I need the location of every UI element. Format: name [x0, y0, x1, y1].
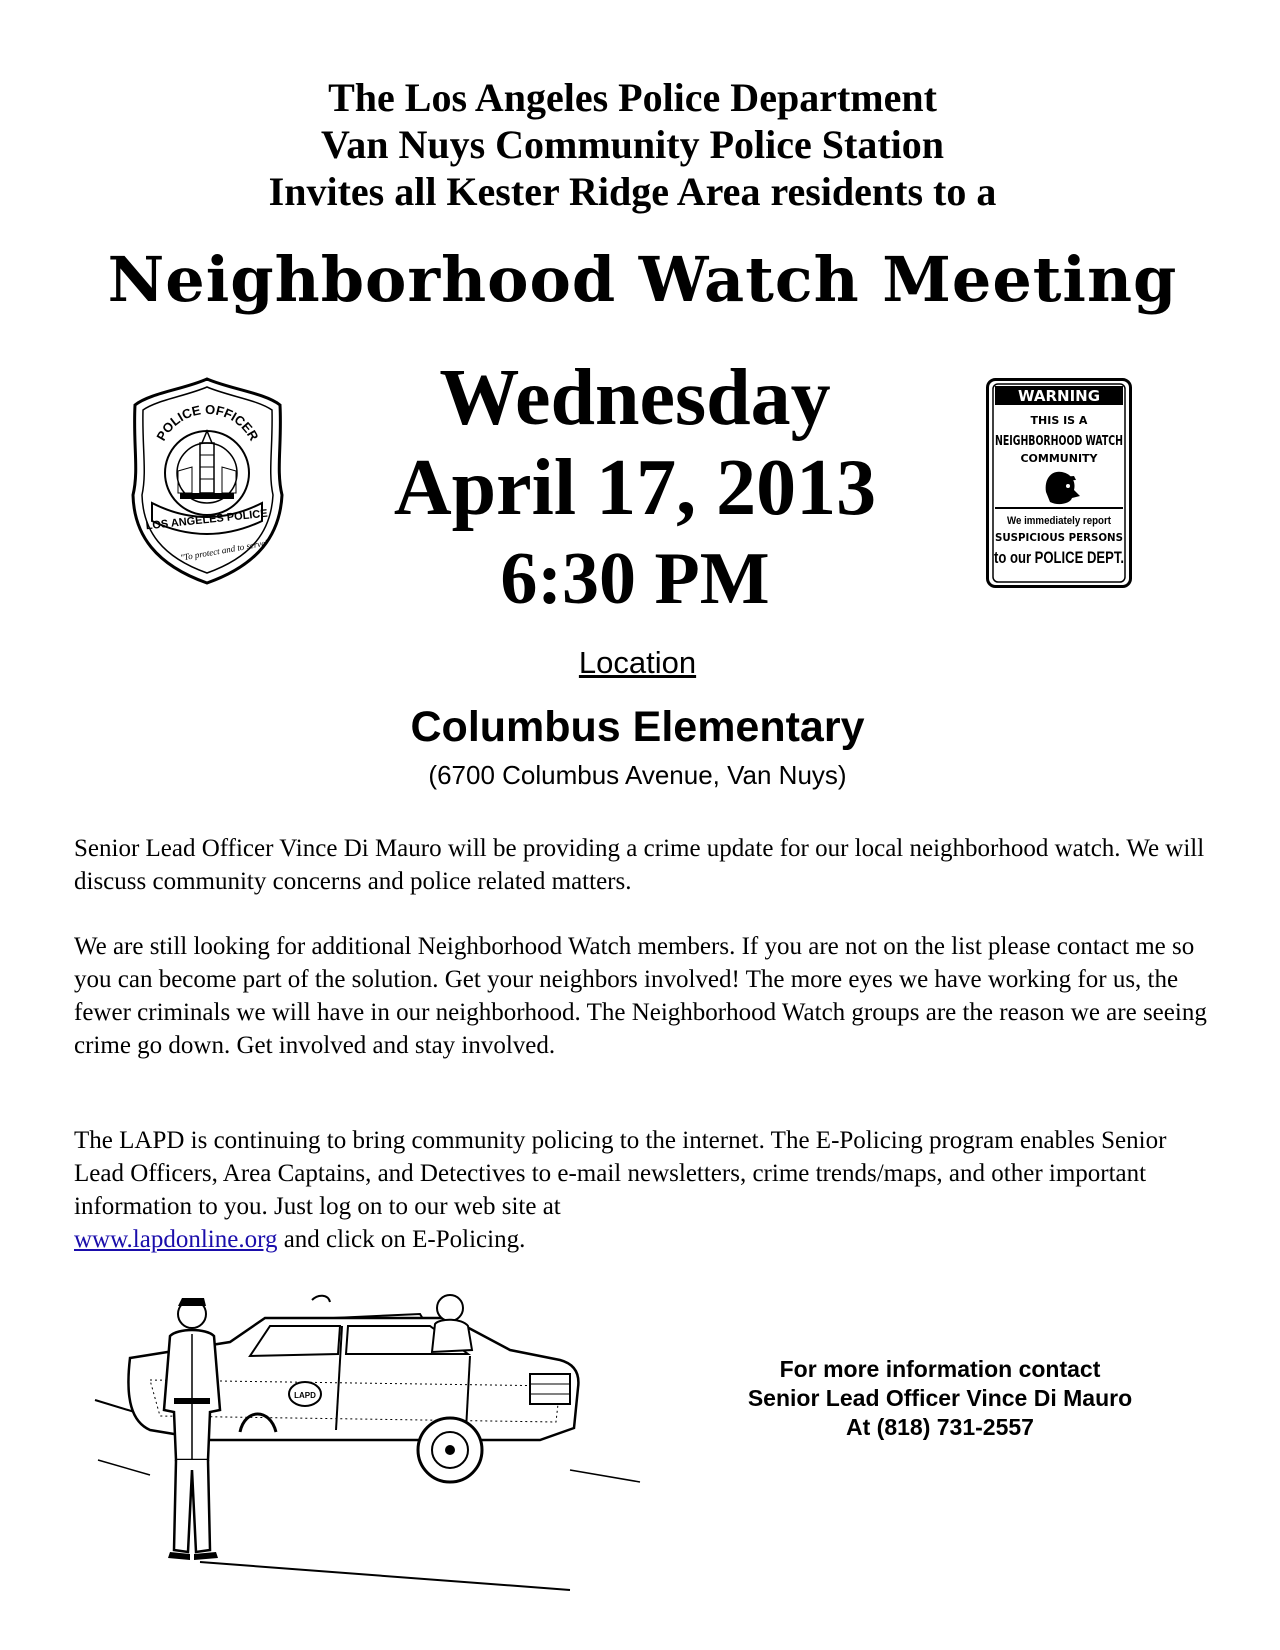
sign-warning-text: WARNING [1017, 387, 1101, 405]
header-line-2: Van Nuys Community Police Station [320, 122, 945, 167]
sign-line-3: COMMUNITY [1020, 452, 1098, 465]
badge-top-text: POLICE OFFICER [153, 401, 262, 444]
badge-motto: "To protect and to serve" [179, 537, 270, 563]
police-badge-icon [130, 375, 285, 590]
header-line-1: The Los Angeles Police Department [328, 75, 937, 120]
e-policing-text: The LAPD is continuing to bring community policing to the internet. The E-Policing program enables Senior Lead Officers, Area Captains, and Detectives to e-mail newsletters, crime trends/maps, and other important information to you. Just log on to our web site at [74, 1127, 1167, 1220]
event-datetime [330, 354, 940, 620]
venue-address: (6700 Columbus Avenue, Van Nuys) [428, 760, 847, 790]
sign-line-4: We immediately report [1007, 515, 1112, 527]
header [0, 74, 1275, 215]
contact-line-1: For more information contact [779, 1356, 1101, 1382]
sign-line-1: THIS IS A [1030, 414, 1088, 427]
location-label: Location [578, 645, 697, 680]
event-time: 6:30 PM [500, 538, 770, 620]
sign-line-5: SUSPICIOUS PERSONS [995, 531, 1124, 544]
event-day: Wednesday [439, 354, 831, 442]
venue-name: Columbus Elementary [410, 703, 865, 751]
lapdonline-link[interactable]: www.lapdonline.org [74, 1226, 278, 1253]
contact-info [700, 1355, 1180, 1442]
paragraph-recruitment: We are still looking for additional Neighborhood Watch members. If you are not on the list please contact me so you can become part of the solution. Get your neighbors involved! The more eyes we have working for us, the fewer criminals we will have in our neighborhood. The Neighborhood Watch groups are the reason we are seeing crime go down. Get involved and stay involved. [74, 933, 1207, 1059]
car-door-emblem-text: LAPD [294, 1391, 316, 1400]
sign-line-6: to our POLICE DEPT. [994, 548, 1124, 567]
badge-bottom-text: LOS ANGELES POLICE [145, 507, 269, 533]
paragraph-crime-update: Senior Lead Officer Vince Di Mauro will be providing a crime update for our local neighborhood watch. We will discuss community concerns and police related matters. [74, 835, 1205, 895]
neighborhood-watch-sign-icon [986, 378, 1132, 588]
contact-phone: At (818) 731-2557 [846, 1414, 1034, 1440]
sign-line-2: NEIGHBORHOOD WATCH [995, 434, 1123, 449]
e-policing-text-end: and click on E-Policing. [277, 1226, 526, 1253]
police-car-illustration [90, 1290, 650, 1590]
contact-line-2: Senior Lead Officer Vince Di Mauro [747, 1385, 1133, 1411]
header-line-3: Invites all Kester Ridge Area residents to a [268, 169, 997, 214]
paragraph-e-policing [74, 1124, 1214, 1256]
meeting-title: Neighborhood Watch Meeting [107, 243, 1178, 316]
event-date: April 17, 2013 [393, 444, 877, 532]
